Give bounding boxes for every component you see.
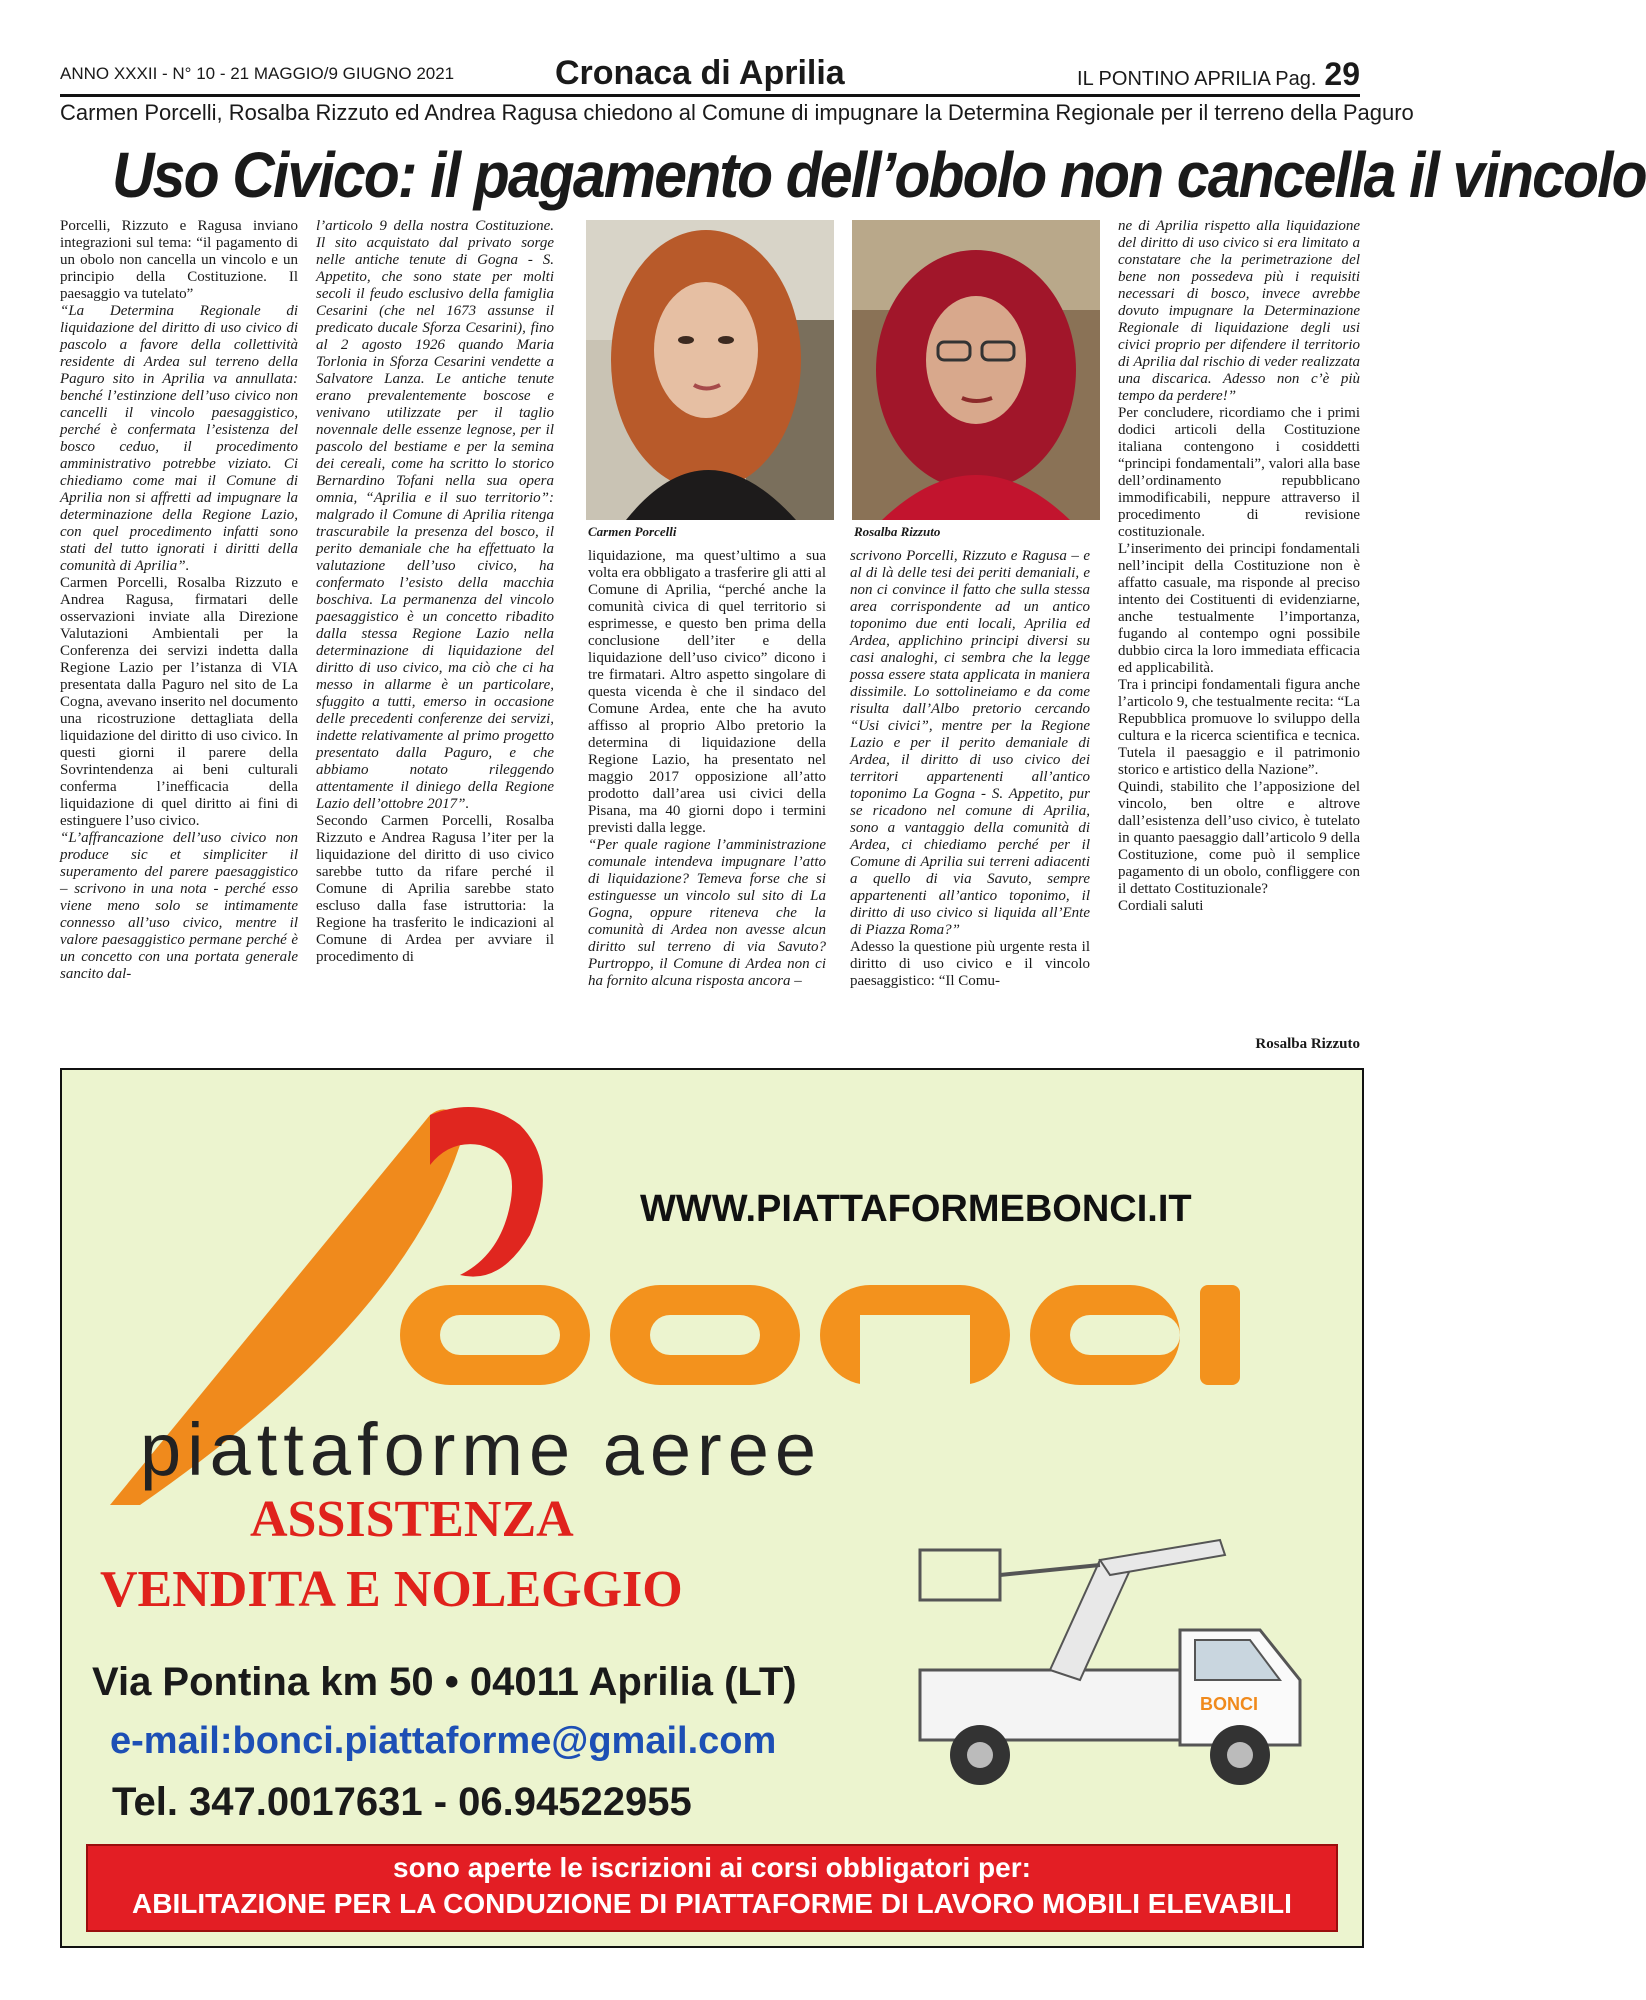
paragraph: l’articolo 9 della nostra Costituzione. Il sito acquistato dal privato sorge nelle antiche tenute di Gogna - S. Appetito, che sono state per molti secoli il feudo esclusivo della famiglia Cesarini (che nel 1673 assunse il predicato ducale Sforza Cesarini), fino al 2 agosto 1926 quando Maria Torlonia in Sforza Cesarini vendette a Salvatore Lanza. Le antiche tenute erano prevalentemente boscose e venivano utilizzate per il taglio novennale delle essenze legnose, per il pascolo del bestiame e per la semina dei cereali, come ha scritto lo storico Bernardino Tofani nella sua opera omnia, “Aprilia e il suo territorio”: malgrado il Comune di Aprilia ritenga trascurabile la presenza del bosco, il perito demaniale che ha effettuato la valutazione dell’uso civico, ha confermato l’esisto della macchia boschiva. La permanenza del vincolo paesaggistico è un concetto ribadito dalla stessa Regione Lazio nella determinazione di liquidazione del diritto di uso civico, ma ciò che ci ha messo in allarme è un particolare, sfuggito a tutti, emerso in occasione delle precedenti conferenze dei servizi, indette relativamente al primo progetto presentato dalla Paguro, e che abbiamo notato rileggendo attentamente il diniego della Regione Lazio dell’ottobre 2017”.: [316, 218, 554, 812]
paragraph: “L’affrancazione dell’uso civico non produce sic et simpliciter il superamento del parere paesaggistico – scrivono in una nota - perché esso viene meno solo se intimamente connesso all’uso civico, mentre il valore paesaggistico permane perché è un concetto con una portata generale sancito dal-: [60, 830, 298, 982]
ad-line-assistenza: ASSISTENZA: [250, 1491, 574, 1548]
paragraph: “La Determina Regionale di liquidazione del diritto di uso civico di pascolo a favore della collettività residente di Ardea sul terreno della Paguro sito in Aprilia va annullata: benché l’estinzione dell’uso civico non cancelli il vincolo paesaggistico, perché è confermata l’esistenza del bosco ceduo, il procedimento amministrativo potrebbe viziato. Ci chiediamo come mai il Comune di Aprilia non si affretti ad impugnare la determinazione della Regione Lazio, con quel procedimento infatti sono stati del tutto ignorati i diritti della comunità di Aprilia”.: [60, 303, 298, 574]
logo-swirl-icon: [430, 1107, 543, 1277]
paragraph: Tra i principi fondamentali figura anche l’articolo 9, che testualmente recita: “La Repubblica promuove lo sviluppo della cultura e la ricerca scientifica e tecnica. Tutela il paesaggio e il patrimonio storico e artistico della Nazione”.: [1118, 677, 1360, 778]
paragraph: “Per quale ragione l’amministrazione comunale intendeva impugnare l’atto di liquidazione? Temeva forse che si estinguesse un vincolo sul sito di La Gogna, oppure riteneva che la comunità di Ardea non avesse alcun diritto sul terreno di via Savuto? Purtroppo, il Comune di Ardea non ci ha fornito alcuna risposta ancora –: [588, 837, 826, 989]
article-subtitle: Carmen Porcelli, Rosalba Rizzuto ed Andrea Ragusa chiedono al Comune di impugnare la Determina Regionale per il terreno della Paguro: [60, 100, 1414, 125]
ad-address: Via Pontina km 50 • 04011 Aprilia (LT): [92, 1660, 797, 1704]
banner-line-1: sono aperte le iscrizioni ai corsi obbligatori per:: [393, 1852, 1031, 1883]
photo-rosalba-rizzuto: [852, 220, 1100, 520]
article-column-2: [316, 218, 554, 1048]
article-headline: Uso Civico: il pagamento dell’obolo non cancella il vincolo: [112, 139, 1646, 211]
banner-line-2: ABILITAZIONE PER LA CONDUZIONE DI PIATTAFORME DI LAVORO MOBILI ELEVABILI: [132, 1888, 1292, 1919]
logo-tagline: piattaforme aeree: [140, 1408, 823, 1491]
photo-caption: Carmen Porcelli: [588, 524, 677, 539]
article-column-4: [850, 548, 1090, 1048]
ad-phone: Tel. 347.0017631 - 06.94522955: [112, 1780, 692, 1824]
ad-line-vendita: VENDITA E NOLEGGIO: [100, 1561, 683, 1618]
article-column-3: [588, 548, 826, 1048]
paragraph: Quindi, stabilito che l’apposizione del vincolo, ben oltre e altrove dall’esistenza dell’uso civico, è tutelato in quanto paesaggio dall’articolo 9 della Costituzione, come può il semplice pagamento di un obolo, confliggere con il dettato Costituzionale?: [1118, 779, 1360, 897]
bonci-logo: [100, 1085, 1340, 1505]
paragraph: Porcelli, Rizzuto e Ragusa inviano integrazioni sul tema: “il pagamento di un obolo non cancella un vincolo e un principio della Costituzione. Il paesaggio va tutelato”: [60, 218, 298, 302]
photo-caption: Rosalba Rizzuto: [854, 524, 941, 539]
paragraph: liquidazione, ma quest’ultimo a sua volta era obbligato a trasferire gli atti al Comune di Aprilia, “perché anche la comunità civica di quel territorio si esprimesse, e questo ben prima della conclusione dell’iter e della liquidazione dell’uso civico” dicono i tre firmatari. Altro aspetto singolare di questa vicenda è che il sindaco del Comune Ardea, ente che ha avuto affisso al proprio Albo pretorio la determina di liquidazione della Regione Lazio, ha presentato nel maggio 2017 opposizione all’atto prodotto dall’area usi civici della Pisana, ma 40 giorni dopo i termini previsti dalla legge.: [588, 548, 826, 836]
article-signature: Rosalba Rizzuto: [1255, 1036, 1360, 1052]
section-title: Cronaca di Aprilia: [555, 54, 845, 92]
article-column-5: [1118, 218, 1360, 1048]
paragraph: Per concludere, ricordiamo che i primi dodici articoli della Costituzione italiana contengono i cosiddetti “principi fondamentali”, valori alla base dell’ordinamento repubblicano immodificabili, neppure attraverso il procedimento di revisione costituzionale.: [1118, 405, 1360, 540]
photo-carmen-porcelli: [586, 220, 834, 520]
paragraph: L’inserimento dei principi fondamentali nell’incipit della Costituzione non è affatto casuale, ma risponde al preciso intento dei Costituenti di evidenziarne, anche testualmente l’importanza, fugando al contempo ogni possibile dubbio circa la loro immediata efficacia ed applicabilità.: [1118, 541, 1360, 676]
truck-logo-label: BONCI: [1200, 1694, 1258, 1714]
truck-illustration: [900, 1520, 1330, 1810]
paragraph: Secondo Carmen Porcelli, Rosalba Rizzuto e Andrea Ragusa l’iter per la liquidazione del diritto di uso civico sarebbe tutto da rifare perché il Comune di Aprilia sarebbe stato escluso dalla fase istruttoria: la Regione ha trasferito le indicazioni al Comune di Ardea per avviare il procedimento di: [316, 813, 554, 965]
page-number: 29: [1324, 56, 1360, 92]
issue-info: ANNO XXXII - N° 10 - 21 MAGGIO/9 GIUGNO 2021: [60, 64, 455, 83]
paper-name: IL PONTINO APRILIA Pag.: [1077, 68, 1317, 90]
ad-url[interactable]: WWW.PIATTAFORMEBONCI.IT: [640, 1188, 1192, 1230]
paragraph: Cordiali saluti: [1118, 898, 1204, 914]
paragraph: scrivono Porcelli, Rizzuto e Ragusa – e al di là delle tesi dei periti demaniali, e non ci convince il fatto che sulla stessa area corrispondente ad un antico toponimo due enti locali, Aprilia ed Ardea, applichino principi diversi su casi analoghi, ci sembra che la legge possa essere stata applicata in maniera dissimile. Lo sottolineiamo e da come risulta dall’Albo pretorio cercando “Usi civici”, mentre per la Regione Lazio e per il perito demaniale di Ardea, il diritto di uso civico dei territori appartenenti all’antico toponimo La Gogna - S. Appetito, pur se ricadono nel comune di Aprilia, sono a vantaggio della comunità di Ardea, ci chiediamo perché per il Comune di Aprilia sui terreni adiacenti a quello di via Savuto, sempre appartenenti all’antico toponimo, il diritto di uso civico si liquida all’Ente di Piazza Roma?”: [850, 548, 1090, 938]
paragraph: ne di Aprilia rispetto alla liquidazione del diritto di uso civico si era limitato a constatare che la perimetrazione del bene non possedeva più i requisiti necessari di bosco, invece avrebbe dovuto impugnare la Determinazione Regionale di liquidazione degli usi civici proprio per difendere il territorio di Aprilia dal rischio di veder realizzata una discarica. Adesso non c’è più tempo da perdere!”: [1118, 218, 1360, 404]
article-column-1: [60, 218, 298, 1048]
ad-email[interactable]: e-mail:bonci.piattaforme@gmail.com: [110, 1720, 777, 1762]
header-rule: [60, 94, 1360, 97]
course-banner: [86, 1844, 1338, 1932]
paragraph: Carmen Porcelli, Rosalba Rizzuto e Andrea Ragusa, firmatari delle osservazioni inviate alla Direzione Valutazioni Ambientali per la Conferenza dei servizi indetta dalla Regione Lazio per l’istanza di VIA presentata dalla Paguro nel sito de La Cogna, avevano inserito nel documento una ricostruzione dettagliata della liquidazione del diritto di uso civico. In questi giorni il parere della Sovrintendenza ai beni culturali conferma l’inefficacia della liquidazione di quel diritto ai fini di estinguere l’uso civico.: [60, 575, 298, 829]
paragraph: Adesso la questione più urgente resta il diritto di uso civico e il vincolo paesaggistico: “Il Comu-: [850, 939, 1090, 989]
paper-page: [1077, 56, 1360, 93]
